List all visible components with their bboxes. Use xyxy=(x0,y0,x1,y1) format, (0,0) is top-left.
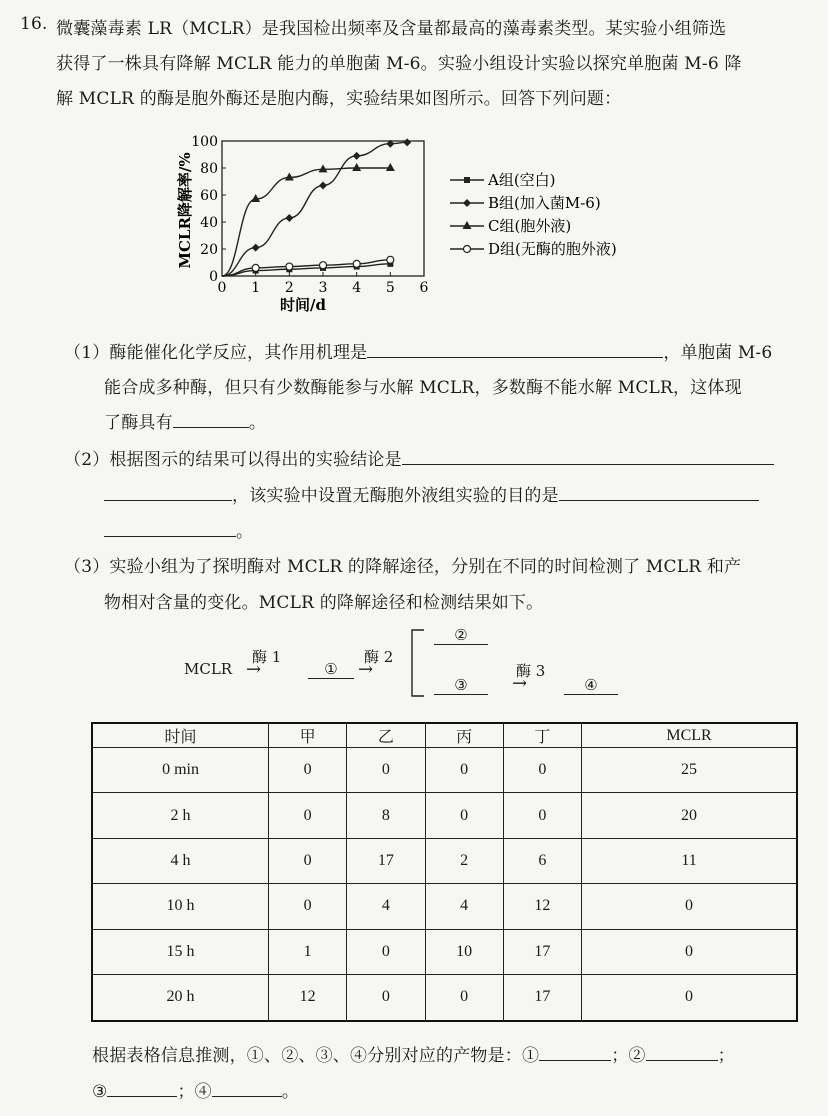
header-yi: 乙 xyxy=(347,723,425,748)
final-end: 。 xyxy=(281,1082,300,1102)
header-mclr: MCLR xyxy=(582,723,797,748)
part1-line3 xyxy=(104,408,266,433)
data-point-circle xyxy=(286,263,293,270)
table-cell: 25 xyxy=(582,748,797,793)
part2-blank-purpose-cont[interactable] xyxy=(104,518,236,537)
data-point-diamond xyxy=(285,214,293,222)
x-tick-label: 1 xyxy=(251,280,261,296)
part2-line2 xyxy=(104,481,759,506)
x-tick-label: 5 xyxy=(385,280,395,296)
table-cell: 0 xyxy=(269,793,347,838)
final-sep-2: ； xyxy=(717,1046,735,1066)
degradation-line-chart xyxy=(160,128,660,318)
header-bing: 丙 xyxy=(425,723,503,748)
y-tick-label: 80 xyxy=(200,161,218,177)
answer-blank-1[interactable] xyxy=(539,1042,611,1061)
answer-blank-4[interactable] xyxy=(212,1078,282,1097)
table-cell: 0 xyxy=(425,748,503,793)
table-header-row xyxy=(92,723,797,748)
part2-text-b: ，该实验中设置无酶胞外液组实验的目的是 xyxy=(232,486,559,506)
legend-marker-square xyxy=(464,177,470,183)
legend-label: C组(胞外液) xyxy=(488,217,572,235)
final-c2: ② xyxy=(628,1046,646,1066)
pathway-arrow3: → xyxy=(512,673,528,694)
final-sep-3: ； xyxy=(177,1082,195,1102)
table-cell: 20 xyxy=(582,793,797,838)
part2-text-a: 根据图示的结果可以得出的实验结论是 xyxy=(109,450,402,470)
table-cell: 0 xyxy=(347,974,425,1021)
header-jia: 甲 xyxy=(269,723,347,748)
data-point-circle xyxy=(353,260,360,267)
legend-marker-triangle xyxy=(463,221,472,229)
intro-line-3: 解 MCLR 的酶是胞外酶还是胞内酶，实验结果如图所示。回答下列问题： xyxy=(56,89,622,109)
pathway-substrate: MCLR xyxy=(184,660,233,678)
final-sep-1: ； xyxy=(611,1046,629,1066)
table-cell: 0 xyxy=(582,884,797,929)
final-text-a: 根据表格信息推测，①、②、③、④分别对应的产物是：① xyxy=(92,1046,540,1066)
final-line1 xyxy=(92,1041,735,1066)
part3-line1 xyxy=(64,552,741,577)
part2-end: 。 xyxy=(236,522,254,542)
table-cell: 17 xyxy=(503,929,581,974)
pathway-enzyme2: 酶 2 xyxy=(364,648,394,666)
table-row xyxy=(92,884,797,929)
table-cell: 4 xyxy=(425,884,503,929)
part2-label: （2） xyxy=(64,450,110,470)
table-cell: 4 xyxy=(347,884,425,929)
part2-line3 xyxy=(104,517,253,542)
pathway-enzyme1: 酶 1 xyxy=(252,648,282,666)
part2-blank-conclusion-cont[interactable] xyxy=(104,482,232,501)
y-tick-label: 0 xyxy=(209,269,218,285)
table-cell: 2 xyxy=(425,838,503,883)
pathway-bracket xyxy=(408,628,428,698)
data-point-triangle xyxy=(251,194,260,202)
table-cell: 0 xyxy=(582,974,797,1021)
legend-marker-circle xyxy=(464,246,471,253)
table-cell: 11 xyxy=(582,838,797,883)
part1-label: （1） xyxy=(64,343,110,363)
table-cell: 17 xyxy=(503,974,581,1021)
table-cell: 0 xyxy=(269,748,347,793)
table-cell: 15 h xyxy=(92,929,269,974)
answer-blank-2[interactable] xyxy=(646,1042,718,1061)
table-cell: 0 xyxy=(347,929,425,974)
part3-label: （3） xyxy=(64,557,110,577)
pathway-arrow2: → xyxy=(358,659,374,680)
part1-blank-mechanism[interactable] xyxy=(367,339,663,358)
legend-label: B组(加入菌M-6) xyxy=(488,194,601,212)
table-row xyxy=(92,974,797,1021)
x-tick-label: 0 xyxy=(217,280,227,296)
pathway-product1: ① xyxy=(308,660,354,679)
table-cell: 0 min xyxy=(92,748,269,793)
y-tick-label: 60 xyxy=(200,188,218,204)
table-cell: 17 xyxy=(347,838,425,883)
part1-text-d: 。 xyxy=(248,413,267,433)
table-cell: 8 xyxy=(347,793,425,838)
data-point-diamond xyxy=(252,244,260,252)
part1-text-c: 了酶具有 xyxy=(104,413,173,433)
pathway-enzyme3: 酶 3 xyxy=(516,662,546,680)
table-cell: 0 xyxy=(269,884,347,929)
plot-frame xyxy=(222,141,424,276)
legend-label: A组(空白) xyxy=(488,171,556,189)
table-row xyxy=(92,838,797,883)
data-point-triangle xyxy=(285,172,294,180)
part1-line1 xyxy=(64,338,772,363)
data-point-diamond xyxy=(319,182,327,190)
header-ding: 丁 xyxy=(503,723,581,748)
y-tick-label: 40 xyxy=(200,215,218,231)
table-row xyxy=(92,748,797,793)
table-cell: 2 h xyxy=(92,793,269,838)
legend-label: D组(无酶的胞外液) xyxy=(488,240,617,258)
table-cell: 12 xyxy=(503,884,581,929)
y-tick-label: 20 xyxy=(200,242,218,258)
intro-line-1: 微囊藻毒素 LR（MCLR）是我国检出频率及含量都最高的藻毒素类型。某实验小组筛选 xyxy=(56,19,727,39)
part2-blank-conclusion[interactable] xyxy=(402,446,774,465)
results-table xyxy=(91,722,798,1022)
table-cell: 0 xyxy=(425,793,503,838)
part1-blank-property[interactable] xyxy=(173,409,249,428)
data-point-circle xyxy=(387,256,394,263)
y-axis-label: MCLR降解率/% xyxy=(176,152,194,269)
table-cell: 0 xyxy=(269,838,347,883)
y-tick-label: 100 xyxy=(191,134,218,150)
table-row xyxy=(92,929,797,974)
part1-text-b: ，单胞菌 M-6 xyxy=(663,343,773,363)
data-point-triangle xyxy=(319,164,328,172)
x-tick-label: 6 xyxy=(419,280,429,296)
x-tick-label: 2 xyxy=(284,280,294,296)
table-cell: 0 xyxy=(582,929,797,974)
degradation-pathway xyxy=(180,622,640,702)
table-cell: 10 xyxy=(425,929,503,974)
final-c4: ④ xyxy=(194,1082,212,1102)
table-cell: 20 h xyxy=(92,974,269,1021)
data-point-triangle xyxy=(386,163,395,171)
question-number: 16. xyxy=(20,14,48,34)
table-cell: 0 xyxy=(503,748,581,793)
data-point-diamond xyxy=(353,152,361,160)
x-tick-label: 4 xyxy=(352,280,362,296)
table-cell: 12 xyxy=(269,974,347,1021)
intro-line-2: 获得了一株具有降解 MCLR 能力的单胞菌 M-6。实验小组设计实验以探究单胞菌 M-6 降 xyxy=(56,54,742,74)
pathway-arrow1: → xyxy=(246,659,262,680)
part3-text-a: 实验小组为了探明酶对 MCLR 的降解途径，分别在不同的时间检测了 MCLR 和产 xyxy=(109,557,742,577)
table-cell: 10 h xyxy=(92,884,269,929)
table-cell: 0 xyxy=(425,974,503,1021)
data-point-circle xyxy=(252,264,259,271)
series-line-triangle xyxy=(222,168,390,276)
pathway-product4: ④ xyxy=(564,676,618,695)
part1-line2: 能合成多种酶，但只有少数酶能参与水解 MCLR，多数酶不能水解 MCLR，这体现 xyxy=(104,378,742,398)
series-line-diamond xyxy=(222,142,407,276)
data-point-circle xyxy=(320,262,327,269)
final-line2 xyxy=(92,1077,299,1102)
part1-text-a: 酶能催化化学反应，其作用机理是 xyxy=(109,343,368,363)
final-c3: ③ xyxy=(92,1082,108,1102)
part3-line2: 物相对含量的变化。MCLR 的降解途径和检测结果如下。 xyxy=(104,593,544,613)
data-point-triangle xyxy=(352,163,361,171)
table-cell: 0 xyxy=(347,748,425,793)
data-point-diamond xyxy=(403,138,411,146)
x-axis-label: 时间/d xyxy=(280,296,326,314)
table-cell: 0 xyxy=(503,793,581,838)
header-time: 时间 xyxy=(92,723,269,748)
table-cell: 6 xyxy=(503,838,581,883)
part2-blank-purpose[interactable] xyxy=(559,482,759,501)
pathway-product2: ② xyxy=(434,626,488,645)
table-cell: 4 h xyxy=(92,838,269,883)
table-row xyxy=(92,793,797,838)
pathway-product3: ③ xyxy=(434,676,488,695)
part2-line1 xyxy=(64,445,774,470)
legend-marker-diamond xyxy=(463,199,471,207)
table-cell: 1 xyxy=(269,929,347,974)
x-tick-label: 3 xyxy=(318,280,328,296)
answer-blank-3[interactable] xyxy=(107,1078,177,1097)
